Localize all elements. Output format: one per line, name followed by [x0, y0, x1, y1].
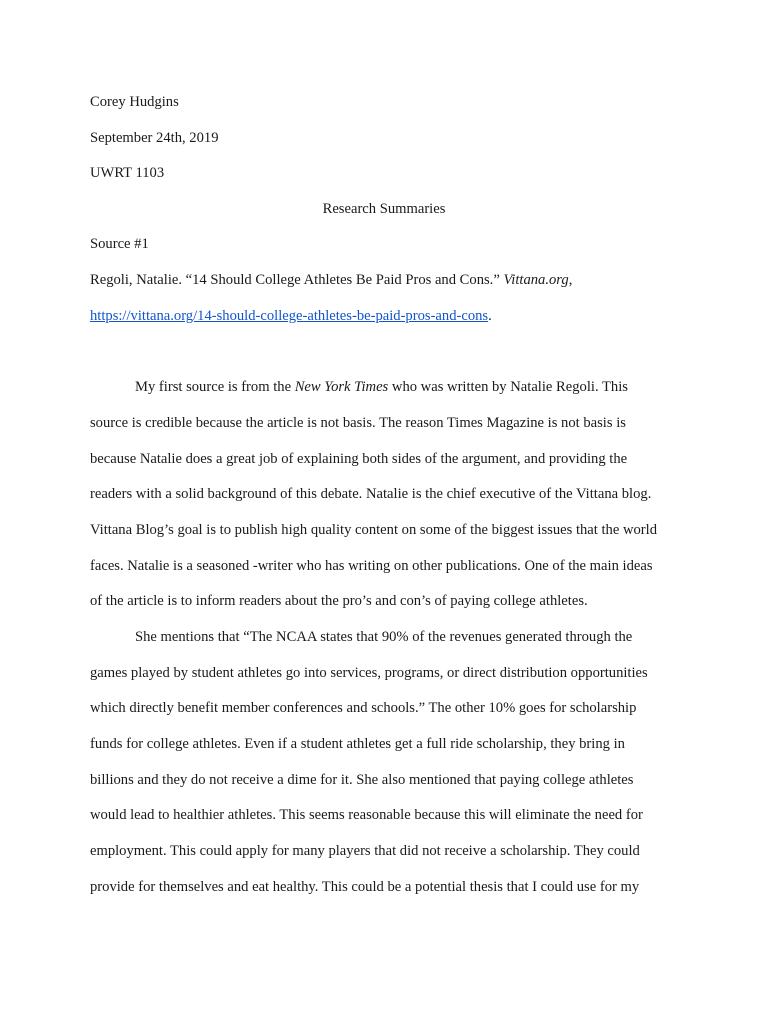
paragraph1-line1 — [135, 378, 628, 396]
page-title: Research Summaries — [322, 201, 446, 217]
paragraph2-line2: games played by student athletes go into services, programs, or direct distribution opportunities — [90, 665, 648, 681]
paragraph2-line4: funds for college athletes. Even if a student athletes get a full ride scholarship, they bring in — [90, 736, 625, 752]
document-date: September 24th, 2019 — [90, 130, 219, 146]
source-label: Source #1 — [90, 236, 149, 252]
paragraph2-line8: provide for themselves and eat healthy. This could be a potential thesis that I could use for my — [90, 879, 640, 895]
paragraph1-text: My first source is from the — [135, 379, 295, 395]
paragraph1-line5: Vittana Blog’s goal is to publish high quality content on some of the biggest issues that the world — [90, 522, 658, 538]
citation-url-period: . — [488, 308, 492, 324]
paragraph2-line5: billions and they do not receive a dime for it. She also mentioned that paying college athletes — [90, 772, 634, 788]
citation — [90, 271, 572, 289]
paragraph1-line4: readers with a solid background of this debate. Natalie is the chief executive of the Vittana blog. — [90, 486, 652, 502]
paragraph1-text: who was written by Natalie Regoli. This — [388, 379, 628, 395]
citation-comma: , — [568, 272, 573, 288]
paragraph1-line3: because Natalie does a great job of explaining both sides of the argument, and providing the — [90, 451, 628, 467]
paragraph1-line2: source is credible because the article is not basis. The reason Times Magazine is not basis is — [90, 415, 626, 431]
citation-site: Vittana.org — [503, 272, 569, 288]
citation-link[interactable]: https://vittana.org/14-should-college-athletes-be-paid-pros-and-cons — [90, 308, 489, 324]
paragraph2-line3: which directly benefit member conferences and schools.” The other 10% goes for scholarship — [90, 700, 637, 716]
paragraph2-line6: would lead to healthier athletes. This seems reasonable because this will eliminate the need for — [90, 807, 643, 823]
course-code: UWRT 1103 — [90, 165, 165, 181]
citation-text: Regoli, Natalie. “14 Should College Athletes Be Paid Pros and Cons.” — [90, 272, 504, 288]
paragraph1-line6: faces. Natalie is a seasoned -writer who has writing on other publications. One of the main ideas — [90, 558, 653, 574]
paragraph1-line7: of the article is to inform readers about the pro’s and con’s of paying college athletes. — [90, 593, 588, 609]
citation-url-line — [90, 307, 492, 325]
publication-name: New York Times — [294, 379, 389, 395]
paragraph2-line1: She mentions that “The NCAA states that 90% of the revenues generated through the — [135, 629, 633, 645]
paragraph2-line7: employment. This could apply for many players that did not receive a scholarship. They could — [90, 843, 640, 859]
author-name: Corey Hudgins — [90, 94, 179, 110]
